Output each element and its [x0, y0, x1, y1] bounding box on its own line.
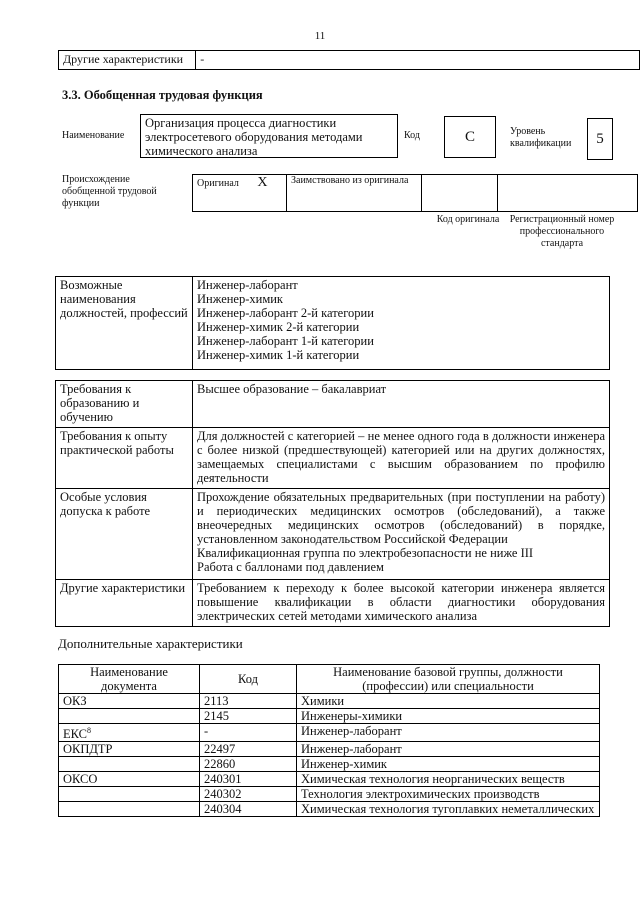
- doc-cell: [59, 802, 200, 817]
- position-item: Инженер-химик 2-й категории: [197, 320, 360, 334]
- table-row: [59, 694, 600, 709]
- name-value: Организация процесса диагностики электросетевого оборудования методами химического анализа: [140, 114, 398, 158]
- name-cell: Инженер-химик: [297, 757, 600, 772]
- code-label: Код: [404, 130, 420, 141]
- code-cell: 2145: [200, 709, 297, 724]
- req-admission-label: Особые условия допуска к работе: [56, 489, 193, 580]
- name-cell: Химическая технология тугоплавких неметаллических: [297, 802, 600, 817]
- top-row-label: Другие характеристики: [59, 51, 196, 70]
- doc-cell: [59, 757, 200, 772]
- table-row: [59, 787, 600, 802]
- table-row: [59, 757, 600, 772]
- name-cell: Технология электрохимических производств: [297, 787, 600, 802]
- name-cell: Инженеры-химики: [297, 709, 600, 724]
- original-mark: X: [257, 175, 268, 190]
- code-cell: 22497: [200, 742, 297, 757]
- req-experience-value: Для должностей с категорией – не менее одного года в должности инженера с более низкой (предшествующей) категорией или на других должностях, замещаемых специалистами с высшим образованием по профилю деятельности: [193, 428, 610, 489]
- position-item: Инженер-лаборант 1-й категории: [197, 334, 374, 348]
- position-item: Инженер-лаборант 2-й категории: [197, 306, 374, 320]
- req-admission-line: Квалификационная группа по электробезопасности не ниже III: [197, 546, 534, 560]
- level-value: 5: [587, 118, 613, 160]
- reg-number-cell: [498, 175, 638, 212]
- code-cell: 22860: [200, 757, 297, 772]
- doc-cell: ОКСО: [59, 772, 200, 787]
- name-cell: Химическая технология неорганических веществ: [297, 772, 600, 787]
- positions-label: Возможные наименования должностей, профессий: [56, 277, 193, 370]
- req-other-value: Требованием к переходу к более высокой категории инженера является повышение квалификации в области диагностики оборудования электрических сетей методами химического анализа: [193, 580, 610, 627]
- origin-table: [192, 174, 638, 212]
- name-cell: Инженер-лаборант: [297, 742, 600, 757]
- other-characteristics-row: [58, 50, 640, 70]
- doc-cell: [59, 709, 200, 724]
- table-row: [59, 772, 600, 787]
- additional-table: [58, 664, 600, 817]
- table-row: [59, 709, 600, 724]
- doc-cell: ОКЗ: [59, 694, 200, 709]
- table-row: [59, 724, 600, 742]
- table-row: [59, 742, 600, 757]
- doc-text: ЕКС: [63, 727, 87, 742]
- header-name: Наименование базовой группы, должности (профессии) или специальности: [297, 665, 600, 694]
- page-number: 11: [314, 30, 326, 42]
- footnote-mark: 8: [87, 726, 91, 735]
- req-other-label: Другие характеристики: [56, 580, 193, 627]
- section-title: 3.3. Обобщенная трудовая функция: [62, 88, 263, 102]
- name-label: Наименование: [62, 130, 125, 141]
- position-item: Инженер-химик: [197, 292, 283, 306]
- additional-title: Дополнительные характеристики: [58, 636, 243, 651]
- doc-cell: [59, 787, 200, 802]
- req-admission-values: [193, 489, 610, 580]
- header-code: Код: [200, 665, 297, 694]
- header-doc: Наименование документа: [59, 665, 200, 694]
- level-label: Уровень квалификации: [510, 126, 572, 149]
- req-education-value: Высшее образование – бакалавриат: [193, 381, 610, 428]
- requirements-table: [55, 380, 610, 627]
- req-experience-label: Требования к опыту практической работы: [56, 428, 193, 489]
- code-cell: -: [200, 724, 297, 742]
- code-original-cell: [422, 175, 498, 212]
- code-cell: 240302: [200, 787, 297, 802]
- positions-list: [193, 277, 610, 370]
- code-value: C: [444, 116, 496, 158]
- original-label: Оригинал: [197, 178, 239, 189]
- code-cell: 240304: [200, 802, 297, 817]
- origin-label: Происхождение обобщенной трудовой функции: [62, 174, 157, 209]
- doc-cell: [59, 724, 200, 742]
- position-item: Инженер-химик 1-й категории: [197, 348, 360, 362]
- name-cell: Инженер-лаборант: [297, 724, 600, 742]
- code-original-caption: Код оригинала: [436, 214, 500, 225]
- table-row: [59, 802, 600, 817]
- doc-cell: ОКПДТР: [59, 742, 200, 757]
- position-item: Инженер-лаборант: [197, 278, 298, 292]
- req-admission-line: Работа с баллонами под давлением: [197, 560, 384, 574]
- code-cell: 2113: [200, 694, 297, 709]
- positions-table: [55, 276, 610, 370]
- name-cell: Химики: [297, 694, 600, 709]
- top-row-value: -: [196, 51, 640, 70]
- borrowed-label: Заимствовано из оригинала: [287, 175, 422, 212]
- reg-number-caption: Регистрационный номер профессионального стандарта: [509, 214, 615, 249]
- req-admission-line: Прохождение обязательных предварительных (при поступлении на работу) и периодических медицинских осмотров (обследований), а также внеочередных медицинских осмотров (обследований) в порядке, установленном законодательством Российской Федерации: [197, 490, 605, 546]
- code-cell: 240301: [200, 772, 297, 787]
- req-education-label: Требования к образованию и обучению: [56, 381, 193, 428]
